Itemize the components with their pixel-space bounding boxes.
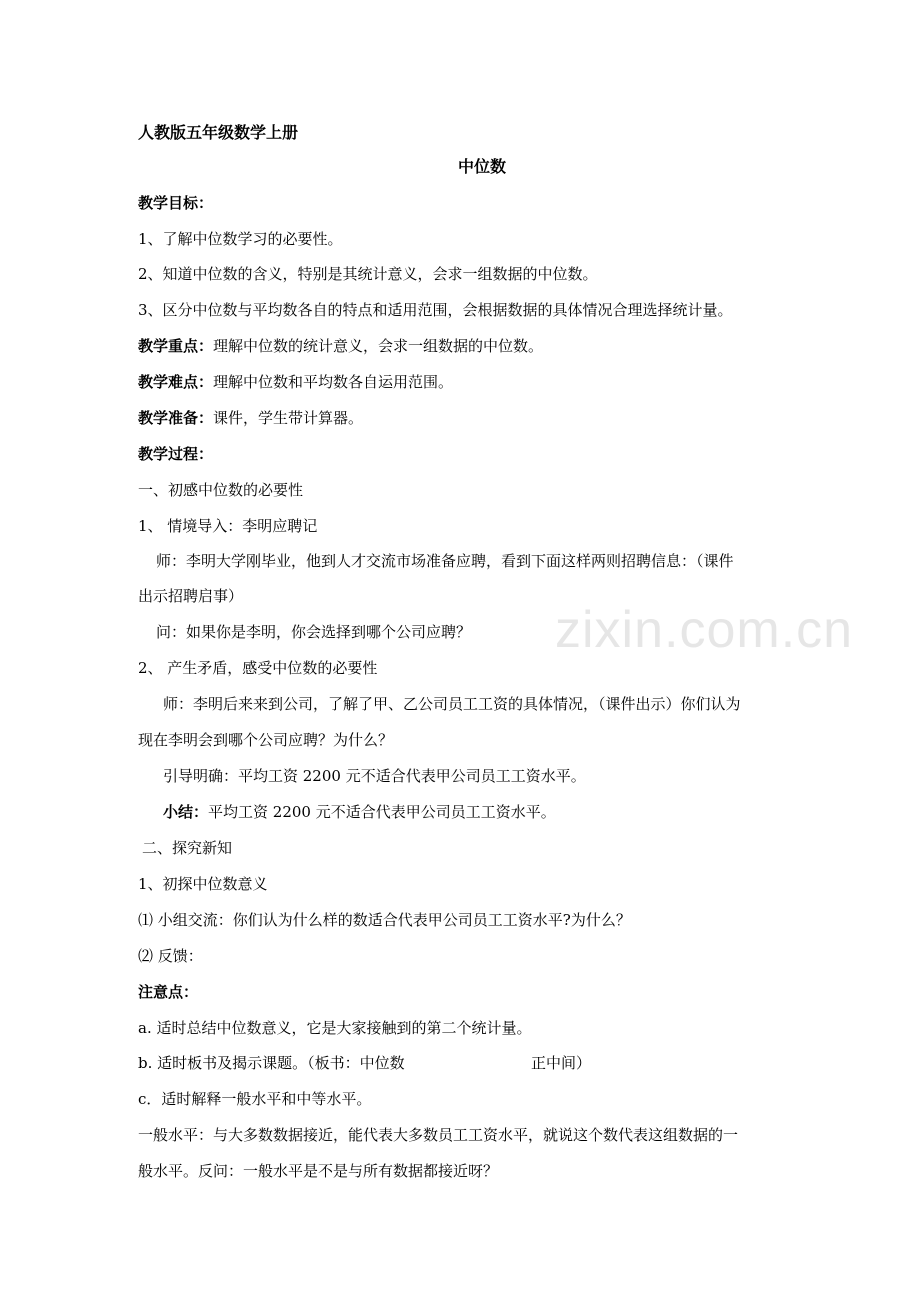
- doc-header: 人教版五年级数学上册: [138, 123, 299, 142]
- list-item: b. 适时板书及揭示课题。（板书：中位数: [138, 1054, 405, 1072]
- prep-label: 教学准备：: [138, 409, 214, 427]
- prep-text: 课件，学生带计算器。: [213, 409, 364, 427]
- watermark: zixin.com.cn: [555, 601, 854, 659]
- note-label: 注意点：: [138, 983, 199, 1001]
- key-text: 理解中位数的统计意义，会求一组数据的中位数。: [213, 337, 544, 355]
- summary-text: 平均工资 2200 元不适合代表甲公司员工工资水平。: [208, 803, 556, 821]
- paragraph: 出示招聘启事）: [138, 587, 244, 605]
- subsection-heading: 1、初探中位数意义: [138, 875, 268, 893]
- list-item: c．适时解释一般水平和中等水平。: [138, 1090, 372, 1108]
- prep: [138, 408, 363, 428]
- paragraph: 师：李明后来来到公司，了解了甲、乙公司员工工资的具体情况，（课件出示）你们认为: [163, 695, 741, 713]
- difficult-text: 理解中位数和平均数各自运用范围。: [213, 373, 454, 391]
- summary-label: 小结：: [163, 803, 209, 821]
- list-item: 正中间）: [531, 1054, 592, 1072]
- list-item: ⑴ 小组交流：你们认为什么样的数适合代表甲公司员工工资水平?为什么？: [138, 911, 631, 929]
- goal-item: 1、了解中位数学习的必要性。: [138, 230, 343, 248]
- paragraph: 师：李明大学刚毕业，他到人才交流市场准备应聘，看到下面这样两则招聘信息：（课件: [156, 552, 734, 570]
- difficult-point: [138, 372, 453, 392]
- subsection-heading: 2、 产生矛盾，感受中位数的必要性: [138, 659, 378, 677]
- summary: [163, 802, 556, 822]
- section-heading: 一、初感中位数的必要性: [138, 481, 304, 499]
- goal-item: 3、区分中位数与平均数各自的特点和适用范围，会根据数据的具体情况合理选择统计量。: [138, 301, 733, 319]
- paragraph: 现在李明会到哪个公司应聘？为什么？: [138, 731, 394, 749]
- key-point: [138, 336, 543, 356]
- paragraph: 般水平。反问：一般水平是不是与所有数据都接近呀？: [138, 1162, 499, 1180]
- process-label: 教学过程：: [138, 445, 214, 463]
- doc-title: 中位数: [458, 157, 507, 176]
- key-label: 教学重点：: [138, 337, 214, 355]
- subsection-heading: 1、 情境导入：李明应聘记: [138, 517, 318, 535]
- list-item: a. 适时总结中位数意义，它是大家接触到的第二个统计量。: [138, 1019, 532, 1037]
- section-heading: 二、探究新知: [142, 839, 233, 857]
- list-item: ⑵ 反馈：: [138, 947, 203, 965]
- goals-label: 教学目标：: [138, 194, 214, 212]
- goal-item: 2、知道中位数的含义，特别是其统计意义，会求一组数据的中位数。: [138, 265, 598, 283]
- paragraph: 引导明确：平均工资 2200 元不适合代表甲公司员工工资水平。: [163, 767, 586, 785]
- difficult-label: 教学难点：: [138, 373, 214, 391]
- paragraph: 一般水平：与大多数数据接近，能代表大多数员工工资水平，就说这个数代表这组数据的一: [138, 1126, 739, 1144]
- paragraph: 问：如果你是李明，你会选择到哪个公司应聘？: [156, 623, 472, 641]
